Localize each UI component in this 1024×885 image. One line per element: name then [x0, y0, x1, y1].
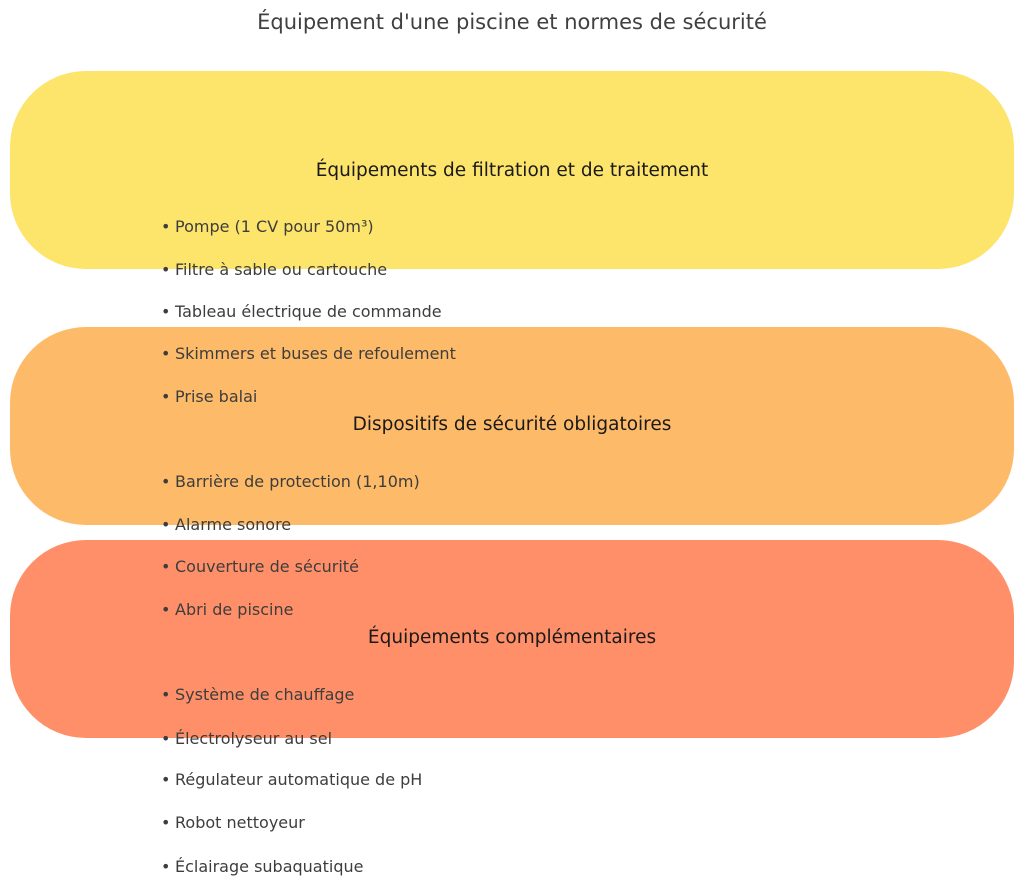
list-item-filtre: • Filtre à sable ou cartouche: [161, 260, 388, 279]
list-item-skimmers: • Skimmers et buses de refoulement: [161, 344, 456, 363]
list-item-prise-balai: • Prise balai: [161, 387, 258, 406]
list-item-alarme: • Alarme sonore: [161, 515, 292, 534]
list-item-barriere: • Barrière de protection (1,10m): [161, 472, 420, 491]
list-item-pompe: • Pompe (1 CV pour 50m³): [161, 217, 374, 236]
list-item-electrolyseur: • Électrolyseur au sel: [161, 729, 333, 748]
list-item-abri: • Abri de piscine: [161, 600, 294, 619]
list-item-regulateur: • Régulateur automatique de pH: [161, 770, 423, 789]
section-title-complementaires: Équipements complémentaires: [367, 627, 657, 648]
list-item-couverture: • Couverture de sécurité: [161, 557, 359, 576]
list-item-chauffage: • Système de chauffage: [161, 685, 355, 704]
list-item-tableau: • Tableau électrique de commande: [161, 302, 442, 321]
section-title-filtration: Équipements de filtration et de traitement: [315, 160, 709, 181]
section-title-securite: Dispositifs de sécurité obligatoires: [352, 414, 672, 435]
list-item-robot: • Robot nettoyeur: [161, 813, 305, 832]
list-item-eclairage: • Éclairage subaquatique: [161, 857, 364, 876]
diagram-title: Équipement d'une piscine et normes de sécurité: [257, 10, 767, 34]
